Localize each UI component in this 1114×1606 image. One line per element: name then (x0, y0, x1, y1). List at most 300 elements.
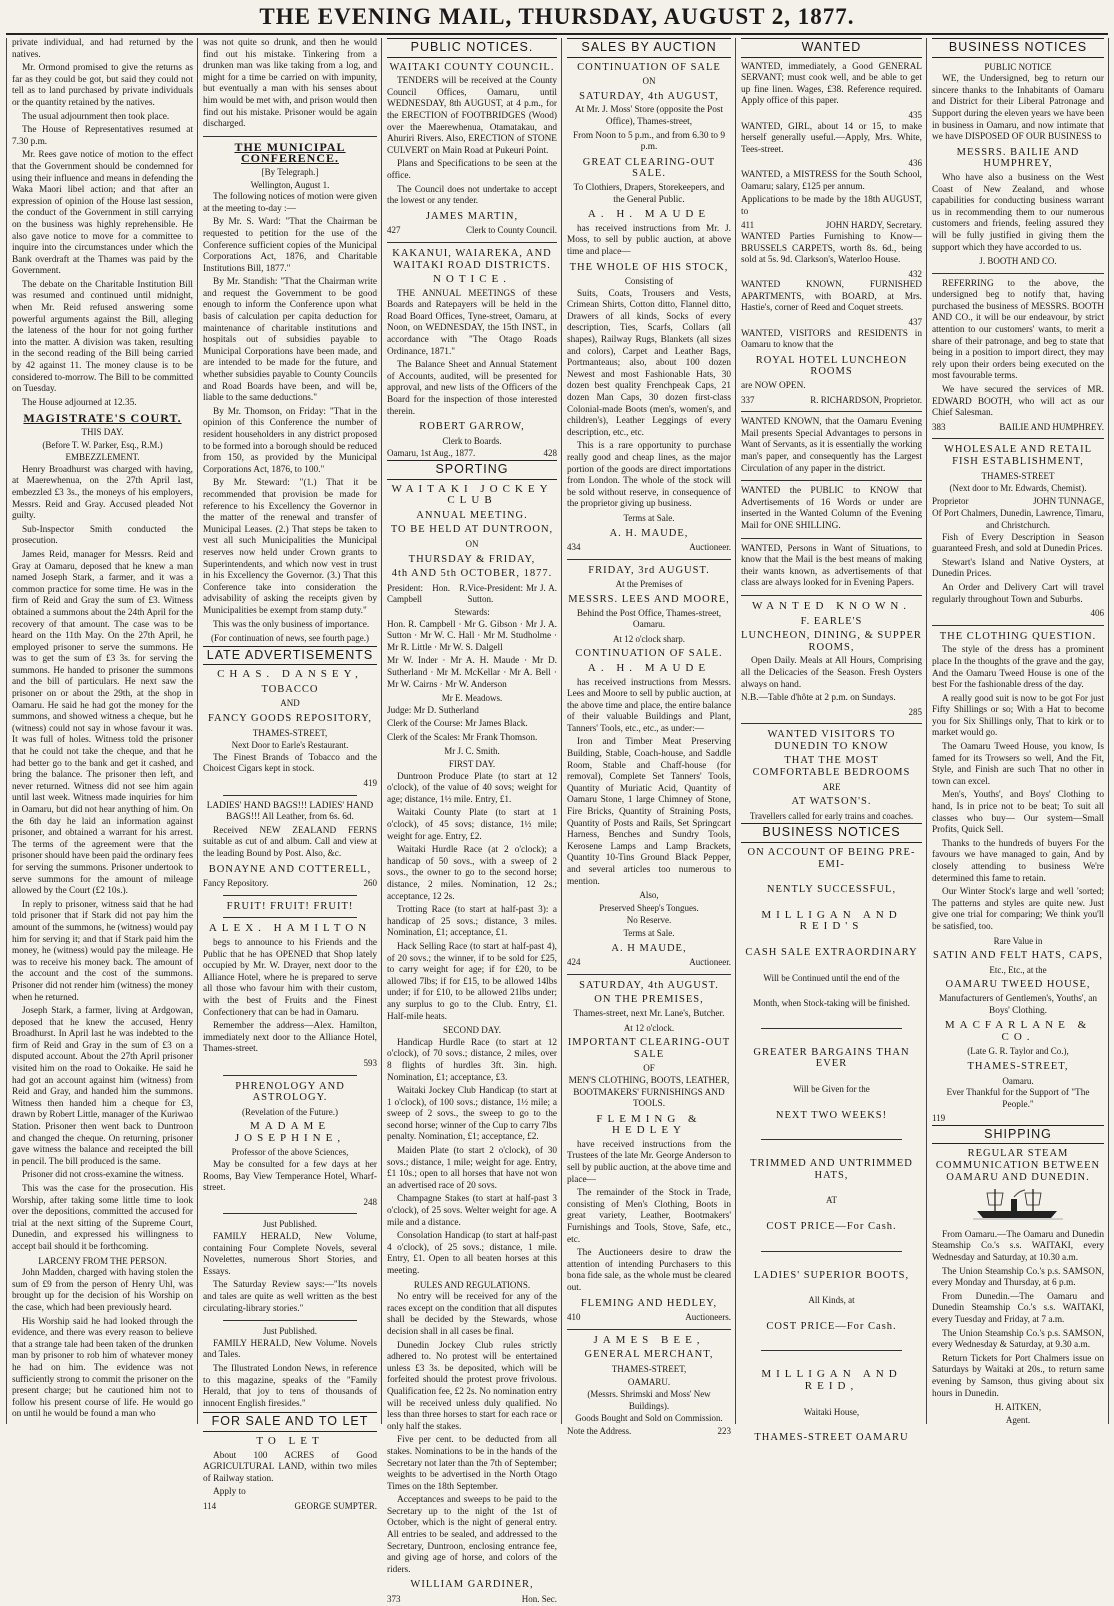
ad-number: 223 (717, 1425, 731, 1436)
ad-line: At the Premises of (615, 579, 683, 590)
ad-text: have received instructions from the Trustees of the late Mr. George Anderson to sell by public auction, at the above time and place— (567, 1139, 731, 1185)
ad-number: 373 (387, 1594, 401, 1605)
ad-number: 285 (908, 706, 922, 717)
continuation-note: (For continuation of news, see fourth page.) (211, 633, 369, 644)
column-rule (735, 38, 736, 1424)
ad-text: has received instructions from Mr. J. Moss, to sell by public auction, at above time and place— (567, 223, 731, 257)
divider (223, 1320, 357, 1321)
ad-text: Hon. R. Campbell · Mr G. Gibson · Mr J. A. Sutton · Mr W. C. Hall · Mr M. Studholme · Mr R. Little · Mr W. S. Dalgell (387, 619, 557, 653)
ad-text: Clerk of the Course: Mr James Black. (387, 719, 528, 730)
divider (223, 1075, 357, 1076)
ad-number: 424 (567, 957, 581, 968)
paragraph: By Mr. Steward: "(1.) That it be recommended that provision be made for reference to his Excellency the Governor in the matter of the renewal and transfer of Municipal Leases. (2.) That steps be taken to vest all such Municipalities the Municipal reserves now held under Crown grants to Superintendents, and which now vest in trust in his Excellency the Governor. (3.) That this Conference take into consideration the advisability of asking the receipts given by Municipalities be exempt from stamp duty." (203, 478, 377, 616)
ad-text: Acceptances and sweeps to be paid to the Secretary up to the night of the 1st of October, which is the night of general entry. All entries to be sealed, and addressed to the Secretary, Duntroon, enclosing entrance fee, and giving age of horse, and colors of the riders. (387, 1495, 557, 1575)
ad-signature: A. H. MAUDE, (609, 527, 689, 539)
ad-line: Preserved Sheep's Tongues. (599, 902, 699, 913)
ad-heading: MILLIGAN AND REID'S (761, 908, 902, 933)
ad-number-row (741, 395, 922, 407)
ad-number: 437 (908, 317, 922, 328)
ad-heading: CONTINUATION OF SALE. (575, 648, 723, 660)
ad-line: Vice-President: Mr J. A. Sutton. (467, 582, 557, 605)
ad-text: Five per cent. to be deducted from all stakes. Nominations to be in the hands of the Secretary not later than the 7th of September; weights to be advertised in the North Otago Times on the 18th September. (387, 1435, 557, 1492)
ad-text: THE ANNUAL MEETINGS of these Boards and Ratepayers will be held in the Road Board Offices, Tyne-street, Oamaru, at Noon, on WEDNESDAY, the 15th INST., in accordance with "The Otago Roads Ordinance, 1871." (387, 288, 557, 357)
ad-line: MESSRS. BAILIE AND HUMPHREY, (956, 146, 1080, 170)
subheading: [By Telegraph.] (261, 166, 319, 177)
ad-line: Oamaru, 1st Aug., 1877. (387, 448, 476, 459)
ad-line: Just Published. (262, 1326, 317, 1337)
subheading: RULES AND REGULATIONS. (413, 1279, 531, 1290)
column-5 (737, 38, 926, 1444)
ad-heading: REGULAR STEAM COMMUNICATION BETWEEN OAMARU AND DUNEDIN. (935, 1148, 1101, 1183)
ad-line: FANCY GOODS REPOSITORY, (207, 713, 373, 725)
divider (932, 625, 1104, 626)
proprietor-row (932, 496, 1104, 508)
ad-text: Thames-street, next Mr. Lane's, Butcher. (573, 1008, 725, 1019)
ad-text: Received NEW ZEALAND FERNS suitable as cut of and album. Call and view at the leading Bound by Post. Also, &c. (203, 825, 377, 859)
ad-number-row (387, 448, 557, 460)
ad-signature: H. AITKEN, (994, 1402, 1042, 1413)
ad-heading: WAITAKI COUNTY COUNCIL. (389, 61, 555, 73)
wanted-ad: are NOW OPEN. (741, 381, 806, 392)
ad-text: Waitaki Hurdle Race (at 2 o'clock); a handicap of 50 sovs., with a sweep of 2 sovs., the owner to go to the second horse; distance, 2 miles. Nomination, 12 2s.; acceptance, 12 2s. (387, 845, 557, 902)
divider (203, 136, 377, 137)
ad-heading: WHOLESALE AND RETAIL FISH ESTABLISHMENT, (943, 444, 1093, 467)
ad-text: Maiden Plate (to start 2 o'clock), of 30 sovs.; distance, 1 mile; weight for age. Entry, £1 10s.; open to all horses that have not won an advertised race of 20 sovs. (387, 1146, 557, 1191)
column-rule (1108, 38, 1109, 1424)
ad-line: Mr J. C. Smith. (444, 746, 500, 757)
ad-line: At 12 o'clock. (623, 1022, 675, 1033)
ad-line: Terms at Sale. (623, 512, 675, 523)
dateline: Wellington, August 1. (250, 179, 330, 190)
paragraph: By Mr. Thomson, on Friday: "That in the opinion of this Conference the number of resident householders in any district proposed to be formed into a borough should be reduced from 150, as provided by the Municipal Corporations Act, 1876, to 100." (203, 406, 378, 475)
advertiser-name: CHAS. DANSEY, (217, 668, 363, 681)
ad-signature: BAILIE AND HUMPHREY. (999, 421, 1104, 432)
wanted-ad: Applications to be made by the 18th AUGUST, to (741, 195, 922, 217)
ad-text: To Clothiers, Drapers, Storekeepers, and the General Public. (573, 182, 725, 205)
ad-line: Will be Given for the (793, 1083, 870, 1094)
ad-text: begs to announce to his Friends and the Public that he has OPENED that Shop lately occupied by Mr. W. Drayer, next door to the Alliance Hotel, where he is prepared to serve all those who favour him with their custom, with the best of Fruits and the Finest Confectionery that can be had in Oamaru. (203, 937, 377, 1018)
ad-number-row (567, 542, 731, 554)
ad-number: 119 (932, 1113, 946, 1124)
section-header-shipping: SHIPPING (932, 1125, 1104, 1145)
paragraph: Henry Broadhurst was charged with having, at Maerewhenua, on the 27th April last, embezzled £3 3s., the moneys of his employers, Messrs. Reid and Gray. Accused pleaded Not guilty. (12, 464, 193, 522)
section-header-late-ads: LATE ADVERTISEMENTS (203, 646, 377, 666)
ad-signature: JOHN TUNNAGE, (1033, 495, 1104, 506)
ad-line: Also, (639, 890, 659, 901)
ad-number-row (932, 422, 1104, 434)
ad-line: THAMES-STREET OAMARU (754, 1432, 909, 1444)
paragraph: The House adjourned at 12.35. (22, 397, 137, 408)
ad-line: SATURDAY, 4th AUGUST, (579, 90, 719, 102)
ad-text: REFERRING to the above, the undersigned beg to notify that, having purchased the business of MESSRS. BOOTH AND CO., it will be our endeavour, by strict attention to our customers' wants, to merit a share of their patronage, and beg to state that being in a position to import direct, they may rely upon their orders being executed on the most favourable terms. (932, 278, 1104, 382)
ad-heading: TO LET (256, 1434, 324, 1447)
ad-number-row (567, 957, 731, 969)
divider (567, 1329, 731, 1330)
ad-heading: PUBLIC NOTICE (984, 61, 1052, 72)
ad-line: GENERAL MERCHANT, (584, 1349, 714, 1361)
ad-text: An Order and Delivery Cart will travel regularly throughout Town and Suburbs. (932, 582, 1104, 605)
ad-text: The Illustrated London News, in reference to this magazine, speaks of the "Family Herald, that joy to tens of thousands of innocent English firesides." (203, 1363, 377, 1409)
ad-line: ARE (822, 781, 841, 792)
ad-line: ON (465, 538, 479, 549)
ad-line: OAMARU TWEED HOUSE, (945, 979, 1091, 991)
ad-line: Will be Continued until the end of the (763, 972, 900, 983)
ad-line: (Messrs. Shrimski and Moss' New Buildings). (587, 1389, 711, 1411)
ad-text: Open Daily. Meals at All Hours, Comprising all the Delicacies of the Season. Fresh Oysters always on hand. (741, 656, 922, 690)
ad-text: The Council does not undertake to accept the lowest or any tender. (387, 184, 557, 207)
ad-line: Professor of the above Sciences, (231, 1147, 349, 1158)
ad-line: All Kinds, at (808, 1295, 855, 1306)
ad-line: THURSDAY & FRIDAY, (408, 553, 536, 565)
poem-stanza: The Oamaru Tweed House, you know, Is famed for its Trowsers so well, And the Fit, Style, and Finish are such That no other in town can excel. (932, 742, 1104, 787)
divider (741, 723, 922, 724)
ad-line: THAMES-STREET, (611, 1363, 687, 1374)
paragraph: The following notices of motion were given at the meeting to-day :— (203, 192, 377, 214)
ad-line: Just Published. (262, 1219, 317, 1230)
paragraph: Prisoner did not cross-examine the witness. (22, 1170, 184, 1181)
wanted-ad: WANTED, GIRL, about 14 or 15, to make herself generally useful.—Apply, Mrs. White, Tees-street. (741, 121, 922, 155)
ad-text: Manufacturers of Gentlemen's, Youths', an Boys' Clothing. (938, 993, 1097, 1016)
ad-text: Hack Selling Race (to start at half-past 4), of 20 sovs.; the winner, if to be sold for £25, to carry weight for age; if for £20, to be allowed 7lbs; if for £15, to be allowed 14lbs under; if for £10, to be allowed 21lbs under; any surplus to go to the Club. Entry, £1. Half-mile heats. (387, 941, 557, 1022)
wanted-ad: WANTED, Persons in Want of Situations, to know that the Mail is the best means of making their wants known, as advertisements of that class are always looked for in Evening Papers. (741, 543, 922, 589)
ad-line: NENTLY SUCCESSFUL, (766, 884, 897, 896)
ad-line: Auctioneer. (689, 542, 731, 553)
ad-line: Travellers called for early trains and coaches. (749, 810, 914, 821)
ad-line: Clerk to Boards. (442, 435, 502, 446)
wanted-ad: WANTED the PUBLIC to KNOW that Advertisements of 16 Words or under are inserted in the Wanted Column of the Evening Mail for ONE SHILLING. (741, 486, 922, 531)
masthead-rule (6, 33, 1108, 35)
ad-number: 411 (741, 220, 755, 231)
masthead-title: THE EVENING MAIL, THURSDAY, AUGUST 2, 1877. (259, 4, 855, 29)
paragraph: Joseph Stark, a farmer, living at Ardgowan, deposed that he knew the accused, Henry Broadhurst. In April last he was indebted to the firm of Reid and Gray in the sum of £3 on a disputed account. About the 27th April prisoner visited him on the road to Ookaike. He said he had got an account against him (witness) from Reid and Gray, and handed him the summons. Witness then handed him a cheque for £3, drawn by Robert Little, manager of the Kuriwao Station. Prisoner then went back to Duntroon and changed the cheque. On returning, prisoner gave witness the balance and receipted the bill in pencil. The bill produced is the same. (12, 1006, 193, 1167)
ad-signature: GEORGE SUMPTER. (294, 1500, 377, 1511)
ad-heading: THE WHOLE OF HIS STOCK, (569, 261, 729, 273)
ad-number: 406 (1090, 608, 1104, 619)
ad-line: Proprietor (932, 495, 969, 506)
ad-signature: ROBERT GARROW, (419, 421, 525, 433)
ad-text: The remainder of the Stock in Trade, consisting of Men's Clothing, Boots in great variety, Leather, Bootmakers' Furnishings and Tools, Stove, Safe, etc., etc. (567, 1188, 731, 1245)
column-rule (197, 38, 198, 1424)
ad-number: 260 (363, 878, 377, 889)
paragraph: In reply to prisoner, witness said that he had told prisoner that if Stark did not pay him the amount of the summons, he (witness) would pay him for serving it; and that if Stark paid him the money, he (witness) would pay the mileage. He was to receive his money back. The amount of the account and the cost of the summons. Prisoner did not render him (witness) the money when he returned. (12, 899, 193, 1003)
divider (761, 1139, 902, 1140)
ad-text: Champagne Stakes (to start at half-past 3 o'clock), of 25 sovs. Welter weight for age. A mile and a distance. (387, 1194, 557, 1228)
divider (567, 974, 731, 975)
ad-line: THAT THE MOST COMFORTABLE BEDROOMS (752, 755, 911, 779)
ad-line: F. EARLE'S (800, 615, 863, 627)
ad-text: Ever Thankful for the Support of "The People." (946, 1088, 1090, 1110)
paragraph: This was the case for the prosecution. His Worship, after taking some little time to look over the depositions, committed the accused for trial at the next sitting of the Supreme Court, Dunedin, and expressed his willingness to accept bail should it be forthcoming. (12, 1184, 193, 1252)
wanted-ad: WANTED, immediately, a Good GENERAL SERVANT; must cook well, and be able to get up fine linen. Wages, £38. Reference required. Apply office of this paper. (741, 61, 922, 107)
ad-line: Month, when Stock-taking will be finished. (753, 998, 910, 1009)
ad-line: SATURDAY, 4th AUGUST. (579, 979, 719, 991)
paragraph: Mr. Rees gave notice of motion to the effect that the Government should be condemned for using their influence and means in defending the Waka Maori libel action; and that after an expression of opinion of the House last session, the conduct of the Government in still carrying on the business was highly reprehensible. He also gave notice to move for a committee to inquire into the circumstances under which the Bank overdraft at the Thames was paid by the Government. (12, 150, 193, 277)
paragraph: James Reid, manager for Messrs. Reid and Gray at Oamaru, deposed that he knew a man named Joseph Stark, a farmer, and it was a common practice for some time. He was in the firm of Reid and Gray the sum of £3. Witness obtained a summons about the 24th April for the recovery of that amount. The case was to be heard on the 11th May. On the 27th April, he employed prisoner to serve the summons. He was to get the sum of £3 3s. for serving the summons. He handed to prisoner the summons and the bill of particulars. He next saw the prisoner on or about the 29th, at the shop in Oamaru. He said he had got the money for the summons, and showed witness a cheque, but he (witness) could not say in whose favour it was. It was full of holes. Witness told the prisoner that he could not take the cheque, and that he had better go to the bank and get it cashed, and bring the balance. The prisoner then left, and never returned. Witness did not see him again until last week. Witness made inquiries for him in Oamaru, but did not hear anything of him. On the 6th day he laid an information against prisoner, and obtained a warrant for his arrest. The terms of the agreement were that the prisoner should have been paid the ordinary fees for serving the summons. Prisoner undertook to serve summons for the amount of mileage allowed by the Court (£2 10s.). (12, 549, 193, 897)
divider (223, 917, 357, 918)
ad-line: Next Door to Earle's Restaurant. (231, 740, 349, 751)
ad-line: Fancy Repository. (203, 878, 269, 889)
section-header-business-notices: BUSINESS NOTICES (741, 823, 922, 843)
ad-number-row (203, 878, 377, 890)
subheading: SECOND DAY. (442, 1025, 502, 1036)
ad-text: Mr W. Inder · Mr A. H. Maude · Mr D. Sutherland · Mr M. McKellar · Mr A. Bell · Mr W. Cairns · Mr W. Anderson (387, 656, 557, 690)
ad-text: Duntroon Produce Plate (to start at 12 o'clock), of the value of 40 sovs; weight for age; distance, 1½ mile. Entry, £1. (387, 771, 557, 805)
auctioneer-name: FLEMING & HEDLEY (596, 1112, 702, 1137)
ad-number: 410 (567, 1312, 581, 1323)
divider (223, 895, 357, 896)
divider (761, 1251, 902, 1252)
ad-text: We have secured the services of MR. EDWARD BOOTH, who will act as our Chief Salesman. (932, 385, 1104, 419)
paragraph: private individual, and had returned by the natives. (12, 38, 193, 60)
ad-heading: MACFARLANE & CO. (944, 1019, 1092, 1043)
ad-line: FRIDAY, 3rd AUGUST. (588, 564, 710, 576)
ad-text: FAMILY HERALD, New Volume. Novels and Tales. (203, 1338, 377, 1361)
wanted-ad: WANTED Parties Furnishing to Know—BRUSSELS CARPETS, worth 8s. 6d., being sold at 5s. 9d. Clarkson's, Waterloo House. (741, 231, 922, 266)
ad-number: 248 (363, 1196, 377, 1207)
ad-signature: J. BOOTH AND CO. (979, 256, 1057, 267)
section-heading: MAGISTRATE'S COURT. (23, 411, 182, 426)
ad-number-row (741, 110, 922, 122)
ad-line: Agent. (1005, 1414, 1031, 1425)
ad-line: NEXT TWO WEEKS! (775, 1109, 888, 1121)
advertiser-name: ALEX. HAMILTON (208, 922, 372, 935)
ad-text: Dunedin Jockey Club rules strictly adhered to. No protest will be entertained unless £3 3s. be deposited, which will be forfeited should the protest prove frivolous. Qualification fee, £2 2s. No nomination entry will be received unless duly qualified. No less than three horses to start for each race or only half the stakes. (387, 1340, 557, 1432)
ad-line: TO BE HELD AT DUNTROON, (390, 524, 554, 536)
officials-row (387, 583, 557, 606)
ad-line: COST PRICE—For Cash. (766, 1320, 897, 1332)
ad-heading: FRUIT! FRUIT! FRUIT! (226, 900, 354, 912)
ad-line: ANNUAL MEETING. (416, 509, 528, 521)
ad-heading: WANTED KNOWN. (751, 599, 912, 612)
paragraph: Sub-Inspector Smith conducted the prosecution. (12, 524, 193, 547)
ad-line: AND (280, 698, 300, 709)
ad-text: Handicap Hurdle Race (to start at 12 o'clock), of 70 sovs.; distance, 2 miles, over 8 flights of hurdles 3ft. 3in. high. Nomination, £1; acceptance, £3. (387, 1037, 557, 1083)
section-header-auctions: SALES BY AUCTION (567, 38, 731, 58)
ad-heading: THE CLOTHING QUESTION. (939, 630, 1097, 642)
ad-heading: GREAT CLEARING-OUT SALE. (582, 156, 716, 180)
ad-number: 383 (932, 421, 946, 432)
ad-number: 419 (363, 778, 377, 789)
ad-text: At Mr. J. Moss' Store (opposite the Post Office), Thames-street, (574, 105, 724, 127)
ad-text: Trotting Race (to start at half-past 3): a handicap of 25 sovs.; distance, 3 miles. Nomination, £1; acceptance, £1. (387, 905, 557, 939)
ad-text: Waitaki Jockey Club Handicap (to start at 1 o'clock), of 100 sovs.; distance, 1½ mile; a sweep of 2 sovs., the sweep to go to the second horse; winner of the Cup to carry 7lbs penalty. Nomination, £1; acceptance, £2. (387, 1086, 557, 1143)
divider (761, 1350, 902, 1351)
ad-line: Stewards: (454, 606, 490, 617)
ad-number-row (567, 1312, 731, 1324)
ad-line: Waitaki House, (803, 1406, 860, 1417)
ad-text: has received instructions from Messrs. Lees and Moore to sell by public auction, at the above time and place, the entire balance of their valuable Buildings and Plant, Tanners' Tools, etc., etc., as under:— (567, 677, 731, 734)
auctioneer-name: A. H. MAUDE (587, 661, 711, 674)
divider (741, 480, 922, 481)
ad-text: No entry will be received for any of the races except on the condition that all disputes shall be decided by the Stewards, whose decision shall in all cases be final. (387, 1292, 557, 1337)
section-header-business-notices: BUSINESS NOTICES (932, 38, 1104, 58)
ad-line: ON THE PREMISES, (594, 994, 704, 1006)
ad-heading: KAKANUI, WAIAREKA, AND WAITAKI ROAD DISTRICTS. (392, 247, 552, 271)
ad-number-row (741, 317, 922, 329)
divider (223, 795, 357, 796)
ad-heading: CONTINUATION OF SALE (577, 61, 721, 73)
shipping-schedule: From Dunedin.—The Oamaru and Dunedin Steamship Co.'s s.s. WAITAKI, every Tuesday and Friday, at 7 a.m. (932, 1291, 1104, 1325)
ad-signature: JAMES MARTIN, (425, 210, 519, 222)
shipping-schedule: The Union Steamship Co.'s p.s. SAMSON, every Monday and Thursday, at 6 p.m. (932, 1266, 1104, 1289)
wanted-ad: WANTED, VISITORS and RESIDENTS in Oamaru to know that the (741, 328, 922, 351)
ad-line: Hon. Sec. (521, 1594, 557, 1605)
steamship-icon (932, 1187, 1104, 1226)
shipping-schedule: From Oamaru.—The Oamaru and Dunedin Steamship Co.'s s.s. WAITAKI, every Wednesday and Saturday, at 10.30 a.m. (932, 1229, 1104, 1264)
ad-line: AT WATSON'S. (791, 796, 872, 808)
ad-line: ON (642, 76, 656, 87)
ad-signature: A. H MAUDE, (611, 942, 687, 954)
ad-signature: JOHN HARDY, Secretary. (825, 220, 922, 231)
ad-line: President: Hon. R. Campbell (387, 582, 468, 605)
ad-text: The Finest Brands of Tobacco and the Choicest Cigars kept in stock. (203, 752, 377, 775)
column-4 (563, 38, 735, 1436)
ad-line: LADIES' SUPERIOR BOOTS, (753, 1269, 910, 1281)
ad-line: OF (643, 1063, 655, 1074)
ad-number-row (932, 608, 1104, 620)
ad-line: CASH SALE EXTRAORDINARY (745, 947, 918, 958)
paragraph: The usual adjournment then took place. (22, 111, 170, 122)
ad-line: Of Port Chalmers, Dunedin, Lawrence, Timaru, and Christchurch. (932, 508, 1104, 530)
ad-line: Auctioneers. (685, 1312, 731, 1323)
subheading: THIS DAY. (81, 427, 124, 437)
ad-heading: PHRENOLOGY AND ASTROLOGY. (235, 1080, 345, 1104)
ad-signature: R. RICHARDSON, Proprietor. (810, 394, 922, 405)
ad-line: AT (826, 1195, 837, 1206)
ad-line: THAMES-STREET, (967, 1060, 1069, 1072)
paragraph: John Madden, charged with having stolen the sum of £9 from the person of Henry Uhl, was brought up for the decision of his Worship on the case, which had been previously heard. (12, 1268, 193, 1313)
ad-text: Stewart's Island and Native Oysters, at Dunedin Prices. (932, 557, 1104, 580)
ad-number-row (567, 1426, 731, 1438)
divider (741, 538, 922, 539)
ad-text: Judge: Mr D. Sutherland (387, 705, 479, 716)
ad-line: TRIMMED AND UNTRIMMED HATS, (750, 1158, 913, 1181)
ad-line: LUNCHEON, DINING, & SUPPER ROOMS, (741, 630, 922, 653)
divider (741, 411, 922, 412)
ad-line: Rare Value in (993, 935, 1043, 946)
ad-line: ROYAL HOTEL LUNCHEON ROOMS (755, 354, 908, 378)
ad-heading: IMPORTANT CLEARING-OUT SALE (567, 1037, 731, 1060)
divider (932, 273, 1104, 274)
ad-text: Apply to (213, 1487, 246, 1498)
column-rule (561, 38, 562, 1424)
ad-number-row (741, 707, 922, 719)
ad-line: Goods Bought and Sold on Commission. (575, 1413, 723, 1424)
ad-line: ON ACCOUNT OF BEING PRE-EMI- (747, 847, 916, 870)
divider (741, 595, 922, 596)
ad-line: Auctioneer. (689, 957, 731, 968)
ad-heading: MILLIGAN AND REID, (761, 1368, 902, 1392)
divider (387, 242, 557, 243)
ad-text: MEN'S CLOTHING, BOOTS, LEATHER, BOOTMAKERS' FURNISHINGS AND TOOLS. (568, 1075, 730, 1110)
ad-heading: NOTICE. (432, 273, 512, 286)
ad-line: Oamaru. (1002, 1075, 1034, 1086)
ad-text: About 100 ACRES of Good AGRICULTURAL LAND, within two miles of Railway station. (203, 1450, 377, 1484)
ad-text: N.B.—Table d'hôte at 2 p.m. on Sundays. (741, 693, 896, 704)
column-2 (199, 38, 381, 1511)
ad-text: Plans and Specifications to be seen at the office. (387, 159, 557, 181)
ad-number: 114 (203, 1500, 217, 1511)
section-heading: THE MUNICIPAL CONFERENCE. (234, 139, 346, 166)
ad-number: 435 (908, 109, 922, 120)
ad-text: From Noon to 5 p.m., and from 6.30 to 9 p.m. (572, 130, 726, 153)
merchant-name: JAMES BEE, (593, 1333, 705, 1346)
ad-line: At 12 o'clock sharp. (612, 633, 686, 644)
ad-text: LADIES' HAND BAGS!!! LADIES' HAND BAGS!!! All Leather, from 6s. 6d. (206, 800, 374, 823)
subheading: FIRST DAY. (448, 759, 496, 770)
ad-text: Behind the Post Office, Thames-street, Oamaru. (576, 608, 722, 631)
ad-line: (Revelation of the Future.) (242, 1106, 338, 1117)
ad-text: This is a rare opportunity to purchase really good and cheap lines, as the major portion of the goods are direct importations from London. The whole of the stock will be sold without reserve, in consequence of the proprietor giving up business. (567, 441, 731, 510)
wanted-ad: WANTED KNOWN, FURNISHED APARTMENTS, with BOARD, at Mrs. Hastie's, corner of Reed and Coquet streets. (741, 280, 922, 314)
subheading: LARCENY FROM THE PERSON. (38, 1255, 167, 1266)
ad-text: Remember the address—Alex. Hamilton, immediately next door to the Alliance Hotel, Thames-street. (203, 1021, 377, 1055)
ad-line: Note the Address. (567, 1425, 632, 1436)
shipping-schedule: The Union Steamship Co.'s p.s. SAMSON, every Wednesday & Saturday, at 9.30 a.m. (932, 1328, 1104, 1351)
ad-text: Iron and Timber Meat Preserving Building, Stable, Coach-house, and Saddle Room, Stable and Chaff-house (for removal), Complete Set Tanners' Tools, Quantity of Muriatic Acid, Quantity of Oamaru Stone, 1 large Chimney of Stone, Fire Bricks, Quantity of Straining Posts, Quantity of Posts and Rails, Set Springcart Harness, Benches and Sundry Tools, Kerosene Lamps and Lamp Brackets, Quantity 10-Tins Ground Black Pepper, and several articles too numerous to mention. (567, 737, 731, 887)
ad-text: Fish of Every Description in Season guaranteed Fresh, and sold at Dunedin Prices. (932, 532, 1104, 555)
ad-text: WE, the Undersigned, beg to return our sincere thanks to the Inhabitants of Oamaru and District for their Liberal Patronage and Support during the eleven years we have been in business in Oamaru, and now intimate that we have DISPOSED OF OUR BUSINESS to (932, 74, 1104, 143)
ad-number-row (741, 269, 922, 281)
poem-stanza: The style of the dress has a prominent place In the thoughts of the grave and the gay, And the Oamaru Tweed House is one of the best For the fashionable dress of the day. (932, 645, 1104, 691)
ad-line: MESSRS. LEES AND MOORE, (568, 593, 730, 605)
column-6 (928, 38, 1108, 1424)
ad-text: The Auctioneers desire to draw the attention of intending Purchasers to this bona fide sale, as the whole must be cleared out. (567, 1248, 731, 1293)
ad-line: No Reserve. (626, 915, 672, 926)
ad-heading: WANTED VISITORS TO DUNEDIN TO KNOW (767, 729, 896, 752)
ad-number-row (387, 225, 557, 237)
ad-number-row (203, 1501, 377, 1513)
ad-line: Clerk to County Council. (466, 225, 557, 236)
ad-text: The Saturday Review says:—"Its novels and tales are quite as well written as the best circulating-library stories." (203, 1280, 377, 1314)
section-header-wanted: WANTED (741, 38, 922, 58)
wanted-ad: WANTED, a MISTRESS for the South School, Oamaru; salary, £125 per annum. (741, 169, 922, 192)
ad-number-row (203, 1058, 377, 1070)
ad-line: Mr E. Meadows. (441, 693, 503, 704)
paragraph: was not quite so drunk, and then he would find out his mistake. Tinkering from a drunken man was like taking from a log, and might for a time be carried on with impunity, but eventually a man with his senses about him would be met with, and prison would then find out his mistake. Prisoner would be again discharged. (203, 38, 377, 130)
paragraph: The debate on the Charitable Institution Bill was resumed and continued until midnight, when Mr. Reid refused answering some powerful arguments against the Bill, alleging the lateness of the hour for not going further into the matter. A division was taken, resulting in the second reading of the Bill being carried by 42 against 11. The money clause is to be considered to-morrow. The Bill to be committed on Tuesday. (12, 279, 193, 395)
advertiser-name: MADAME JOSEPHINE, (234, 1120, 346, 1144)
ad-line: COST PRICE—For Cash. (766, 1220, 897, 1232)
divider (932, 438, 1104, 439)
ad-number-row (932, 1113, 1104, 1125)
ad-number: 337 (741, 394, 755, 405)
ad-line: Etc., Etc., at the (989, 964, 1047, 975)
ad-line: OAMARU. (627, 1376, 671, 1387)
subheading: (Before T. W. Parker, Esq., R.M.) (42, 439, 163, 450)
ad-number: 436 (908, 158, 922, 169)
column-rule (381, 38, 382, 1424)
subheading: EMBEZZLEMENT. (65, 452, 140, 463)
divider (223, 1213, 357, 1214)
ad-signature: WILLIAM GARDINER, (410, 1579, 534, 1591)
ad-number: 434 (567, 542, 581, 553)
ad-line: THAMES-STREET (981, 470, 1055, 481)
paragraph: Mr. Ormond promised to give the returns as far as they could be got, but said they could not tell as to land purchased by private individuals or the quantity retained by the natives. (12, 63, 193, 108)
ad-number: 432 (908, 268, 922, 279)
ad-line: 4th AND 5th OCTOBER, 1877. (391, 568, 553, 580)
paragraph: By Mr. Standish: "That the Chairman write and request the Government to be good enough to inform the Conference upon what basis of calculation per capita deduction for maintenance of charitable institutions and hospitals out of subsidies payable to Municipal Corporations have been made, and are intended to be made for the future, and whether subsidies payable to County Councils and Road Boards have been, and will be, liable to the same deductions." (203, 277, 377, 404)
ad-number-row (387, 1594, 557, 1606)
auctioneer-name: A. H. MAUDE (587, 208, 711, 221)
paragraph: By Mr. S. Ward: "That the Chairman be requested to petition for the use of the Conference sufficient copies of the Municipal Corporations Act, 1876, and Charitable Institutions Bill, 1877." (203, 217, 377, 274)
ad-number-row (741, 158, 922, 170)
column-1 (8, 38, 197, 1424)
section-header-public-notices: PUBLIC NOTICES. (387, 38, 557, 58)
column-rule (6, 38, 7, 1424)
poem-stanza: Men's, Youths', and Boys' Clothing to hand, Is in price not to be beat; To suit all classes who buy— Our system—Small Profits, Quick Sell. (932, 790, 1104, 836)
poem-stanza: A really good suit is now to be got For just Fifty Shillings or so; With a Hat to become you for Six Shillings only, That to kirk or to market would go. (932, 693, 1104, 739)
